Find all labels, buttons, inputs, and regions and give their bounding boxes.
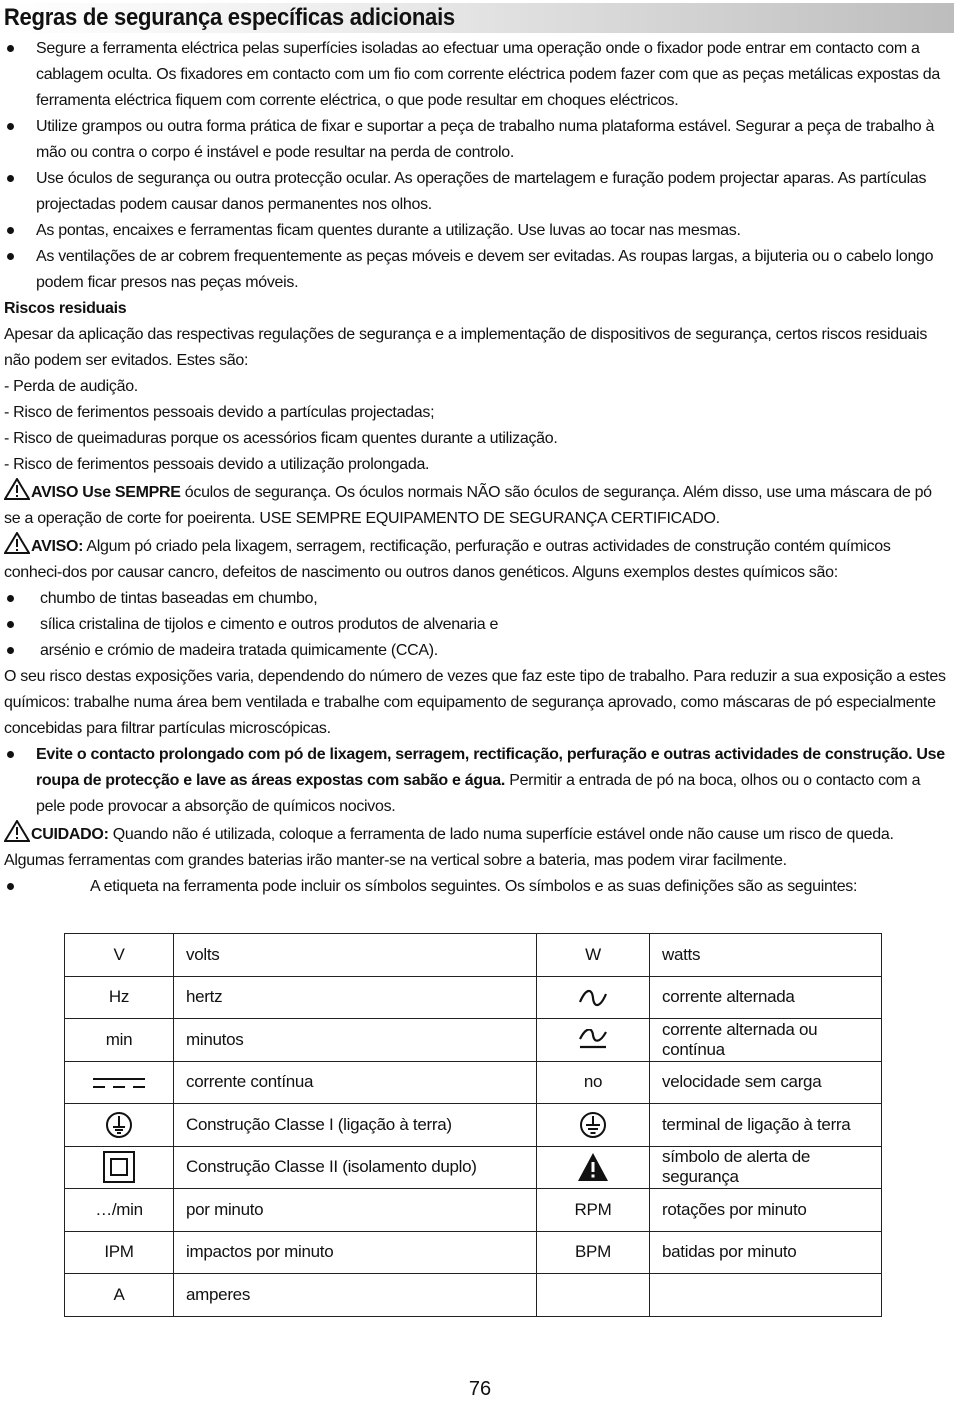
exposure-paragraph: O seu risco destas exposições varia, dependendo do número de vezes que faz este tipo de trabalho. Para reduzir a sua exposição a estes químicos: trabalhe numa área bem ventilada e trabalhe com equipamento de segurança aprovado, como máscaras de pó especialmente concebidas para filtrar partículas microscópicas. [4,668,946,737]
caution-paragraph [4,820,950,874]
symbol-cell [537,1274,650,1317]
dc-icon [91,1076,147,1090]
avoid-contact-text: Permitir a entrada de pó na boca, olhos ou o contacto com a pele pode provocar a absorção de químicos nocivos. [36,772,921,815]
symbol-cell: RPM [537,1189,650,1232]
symbol-cell: BPM [537,1231,650,1274]
table-row [65,1104,882,1147]
residual-risk-item: - Risco de queimaduras porque os acessórios ficam quentes durante a utilização. [4,430,558,447]
list-item [4,742,950,820]
list-item: A etiqueta na ferramenta pode incluir os símbolos seguintes. Os símbolos e as suas definições são as seguintes: [4,874,950,900]
list-item: Use óculos de segurança ou outra protecção ocular. As operações de martelagem e furação podem projectar aparas. As partículas projectadas podem causar danos permanentes nos olhos. [4,166,950,218]
warning-text: Algum pó criado pela lixagem, serragem, rectificação, perfuração e outras actividades de construção contém químicos conheci-dos por causar cancro, defeitos de nascimento ou outros danos genéticos. Alguns exemplos destes químicos são: [4,538,891,581]
earth-terminal-icon [578,1110,608,1140]
table-row [65,934,882,977]
definition-cell: velocidade sem carga [650,1061,882,1104]
symbols-table [64,933,882,1317]
symbol-cell: no [537,1061,650,1104]
page-content [4,36,950,900]
definition-cell: amperes [174,1274,537,1317]
warning-label: AVISO: [31,538,84,555]
table-row [65,1274,882,1317]
residual-risk-item: - Risco de ferimentos pessoais devido a utilização prolongada. [4,456,430,473]
definition-cell: terminal de ligação à terra [650,1104,882,1147]
list-item: chumbo de tintas baseadas em chumbo, [4,586,950,612]
symbol-cell [537,1146,650,1189]
warning-label: AVISO Use SEMPRE [31,484,181,501]
list-item: sílica cristalina de tijolos e cimento e outros produtos de alvenaria e [4,612,950,638]
list-item: arsénio e crómio de madeira tratada quimicamente (CCA). [4,638,950,664]
warning-eye-protection [4,478,950,532]
table-row [65,1061,882,1104]
definition-cell: hertz [174,976,537,1019]
caution-text: Quando não é utilizada, coloque a ferramenta de lado numa superfície estável onde não cause um risco de queda. Algumas ferramentas com grandes baterias irão manter-se na vertical sobre a bateria, mas podem virar facilmente. [4,826,894,869]
definition-cell: rotações por minuto [650,1189,882,1232]
table-row [65,1231,882,1274]
symbol-cell: min [65,1019,174,1062]
table-row [65,1146,882,1189]
list-item: As pontas, encaixes e ferramentas ficam quentes durante a utilização. Use luvas ao tocar nas mesmas. [4,218,950,244]
definition-cell: corrente contínua [174,1061,537,1104]
table-row [65,1019,882,1062]
symbol-cell [65,1146,174,1189]
class-ii-icon [102,1150,136,1184]
definition-cell: minutos [174,1019,537,1062]
residual-risks-intro: Apesar da aplicação das respectivas regulações de segurança e a implementação de dispositivos de segurança, certos riscos residuais não podem ser evitados. Estes são: [4,326,928,369]
table-row [65,976,882,1019]
definition-cell: Construção Classe II (isolamento duplo) [174,1146,537,1189]
symbol-cell: IPM [65,1231,174,1274]
section-title: Regras de segurança específicas adicionais [3,4,455,31]
section-title-bar [2,3,954,33]
residual-risks-heading: Riscos residuais [4,300,127,317]
class-i-icon [104,1110,134,1140]
symbol-cell: …/min [65,1189,174,1232]
symbol-cell: W [537,934,650,977]
avoid-contact-bold-text: Evite o contacto prolongado com pó de lixagem, serragem, rectificação, perfuração e outras actividades de construção. Use roupa de protecção e lave as áreas expostas com sabão e água. [36,746,945,789]
caution-label: CUIDADO: [31,826,109,843]
ac-dc-icon [578,1029,608,1051]
warning-triangle-icon [4,532,30,554]
symbol-cell: V [65,934,174,977]
ac-icon [578,988,608,1008]
warning-dust-chemicals [4,532,950,586]
symbol-cell: Hz [65,976,174,1019]
list-item: As ventilações de ar cobrem frequentemente as peças móveis e devem ser evitadas. As roupas largas, a bijuteria ou o cabelo longo podem ficar presos nas peças móveis. [4,244,950,296]
symbol-cell [537,1019,650,1062]
symbol-cell [65,1061,174,1104]
safety-alert-icon [577,1152,609,1182]
symbol-cell [65,1104,174,1147]
residual-risk-item: - Perda de audição. [4,378,138,395]
symbol-cell: A [65,1274,174,1317]
list-item: Segure a ferramenta eléctrica pelas superfícies isoladas ao efectuar uma operação onde o fixador pode entrar em contacto com a cablagem oculta. Os fixadores em contacto com um fio com corrente eléctrica podem fazer com que as peças metálicas expostas da ferramenta eléctrica fiquem com corrente eléctrica, o que pode resultar em choques eléctricos. [4,36,950,114]
definition-cell: corrente alternada ou contínua [650,1019,882,1062]
definition-cell: batidas por minuto [650,1231,882,1274]
residual-risk-item: - Risco de ferimentos pessoais devido a partículas projectadas; [4,404,435,421]
symbol-cell [537,976,650,1019]
definition-cell: Construção Classe I (ligação à terra) [174,1104,537,1147]
symbol-cell [537,1104,650,1147]
warning-triangle-icon [4,820,30,842]
definition-cell: corrente alternada [650,976,882,1019]
definition-cell: por minuto [174,1189,537,1232]
warning-triangle-icon [4,478,30,500]
definition-cell: volts [174,934,537,977]
definition-cell [650,1274,882,1317]
definition-cell: watts [650,934,882,977]
table-row [65,1189,882,1232]
page-number: 76 [468,1378,492,1400]
list-item: Utilize grampos ou outra forma prática de fixar e suportar a peça de trabalho numa plataforma estável. Segurar a peça de trabalho à mão ou contra o corpo é instável e pode resultar na perda de controlo. [4,114,950,166]
definition-cell: símbolo de alerta de segurança [650,1146,882,1189]
definition-cell: impactos por minuto [174,1231,537,1274]
warning-text: óculos de segurança. Os óculos normais NÃO são óculos de segurança. Além disso, use uma máscara de pó se a operação de corte for poeirenta. USE SEMPRE EQUIPAMENTO DE SEGURANÇA CERTIFICADO. [4,484,932,527]
